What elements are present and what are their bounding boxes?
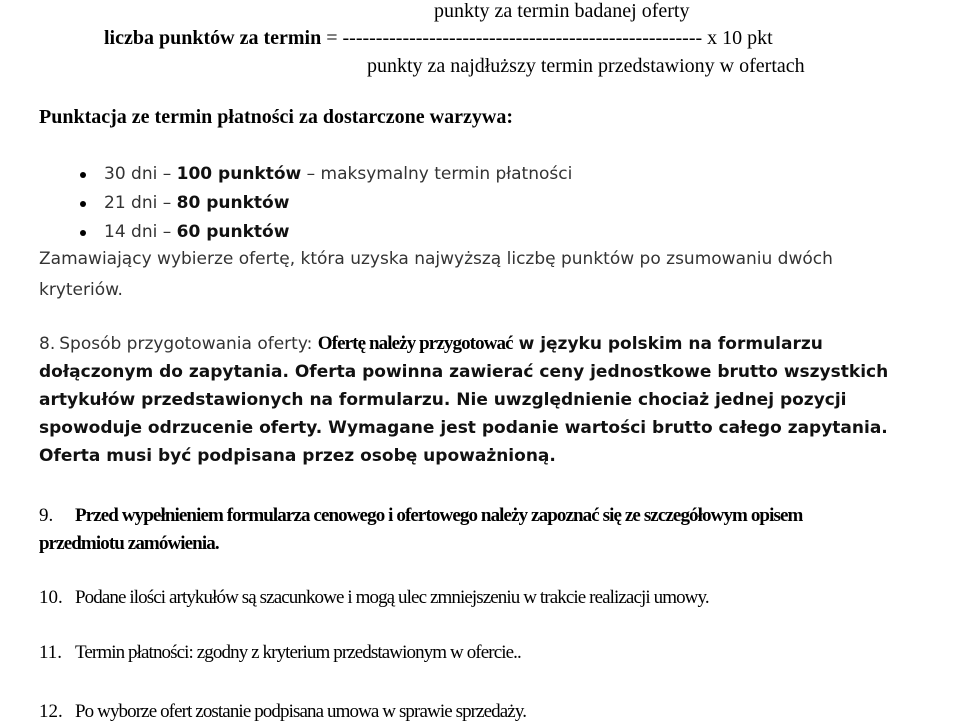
points-list <box>80 160 572 247</box>
section-8-line: spowoduje odrzucenie oferty. Wymagane jest podanie wartości brutto całego zapytania. <box>39 418 888 438</box>
bullet-points: 60 punktów <box>176 222 290 242</box>
section-number: 9. <box>39 505 54 526</box>
section-9-text: Przed wypełnieniem formularza cenowego i ofertowego należy zapoznać się ze szczegółowym opisem <box>75 505 803 526</box>
list-item <box>80 218 572 247</box>
payment-term-heading: Punktacja ze termin płatności za dostarczone warzywa: <box>39 106 513 128</box>
bullet-points: 80 punktów <box>176 193 290 213</box>
bullet-days: 21 dni – <box>104 193 177 213</box>
bullet-points: 100 punktów <box>176 164 302 184</box>
section-8-line <box>39 330 959 358</box>
section-11-text: Termin płatności: zgodny z kryterium przedstawionym w ofercie.. <box>75 642 521 663</box>
section-9-text: przedmiotu zamówienia. <box>39 533 219 554</box>
bullet-icon <box>80 230 86 236</box>
bullet-days: 30 dni – <box>104 164 177 184</box>
section-12 <box>39 698 959 726</box>
section-8 <box>39 330 959 470</box>
section-10 <box>39 584 959 612</box>
section-8-text: w języku polskim na formularzu <box>512 334 823 354</box>
formula-fraction-bar: = ------------------------------------------------------ x 10 pkt <box>321 27 773 49</box>
formula-label: liczba punktów za termin <box>104 27 322 49</box>
formula-numerator: punkty za termin badanej oferty <box>434 0 690 22</box>
section-8-line: artykułów przedstawionych na formularzu. Nie uwzględnienie chociaż jednej pozycji <box>39 390 847 410</box>
section-number: 10. <box>39 587 63 608</box>
section-9 <box>39 502 959 558</box>
list-item <box>80 189 572 218</box>
section-number: 12. <box>39 701 63 722</box>
section-8-lead-bold: Ofertę należy przygotować <box>317 333 513 354</box>
bullet-icon <box>80 201 86 207</box>
section-number: 11. <box>39 642 63 663</box>
formula-line <box>104 27 773 50</box>
section-8-lead: Sposób przygotowania oferty: <box>59 334 318 354</box>
section-8-line: dołączonym do zapytania. Oferta powinna zawierać ceny jednostkowe brutto wszystkich <box>39 362 889 382</box>
section-10-text: Podane ilości artykułów są szacunkowe i mogą ulec zmniejszeniu w trakcie realizacji umowy. <box>75 587 709 608</box>
formula-denominator: punkty za najdłuższy termin przedstawiony w ofertach <box>367 55 805 77</box>
summary-paragraph <box>39 245 959 304</box>
summary-line: kryteriów. <box>39 280 123 300</box>
section-12-text: Po wyborze ofert zostanie podpisana umowa w sprawie sprzedaży. <box>75 701 527 722</box>
summary-line: Zamawiający wybierze ofertę, która uzyska najwyższą liczbę punktów po zsumowaniu dwóch <box>39 249 833 269</box>
section-number: 8. <box>39 334 56 354</box>
bullet-note: – maksymalny termin płatności <box>301 164 573 184</box>
bullet-days: 14 dni – <box>104 222 177 242</box>
section-11 <box>39 639 959 667</box>
list-item <box>80 160 572 189</box>
section-8-line: Oferta musi być podpisana przez osobę upoważnioną. <box>39 446 556 466</box>
bullet-icon <box>80 172 86 178</box>
